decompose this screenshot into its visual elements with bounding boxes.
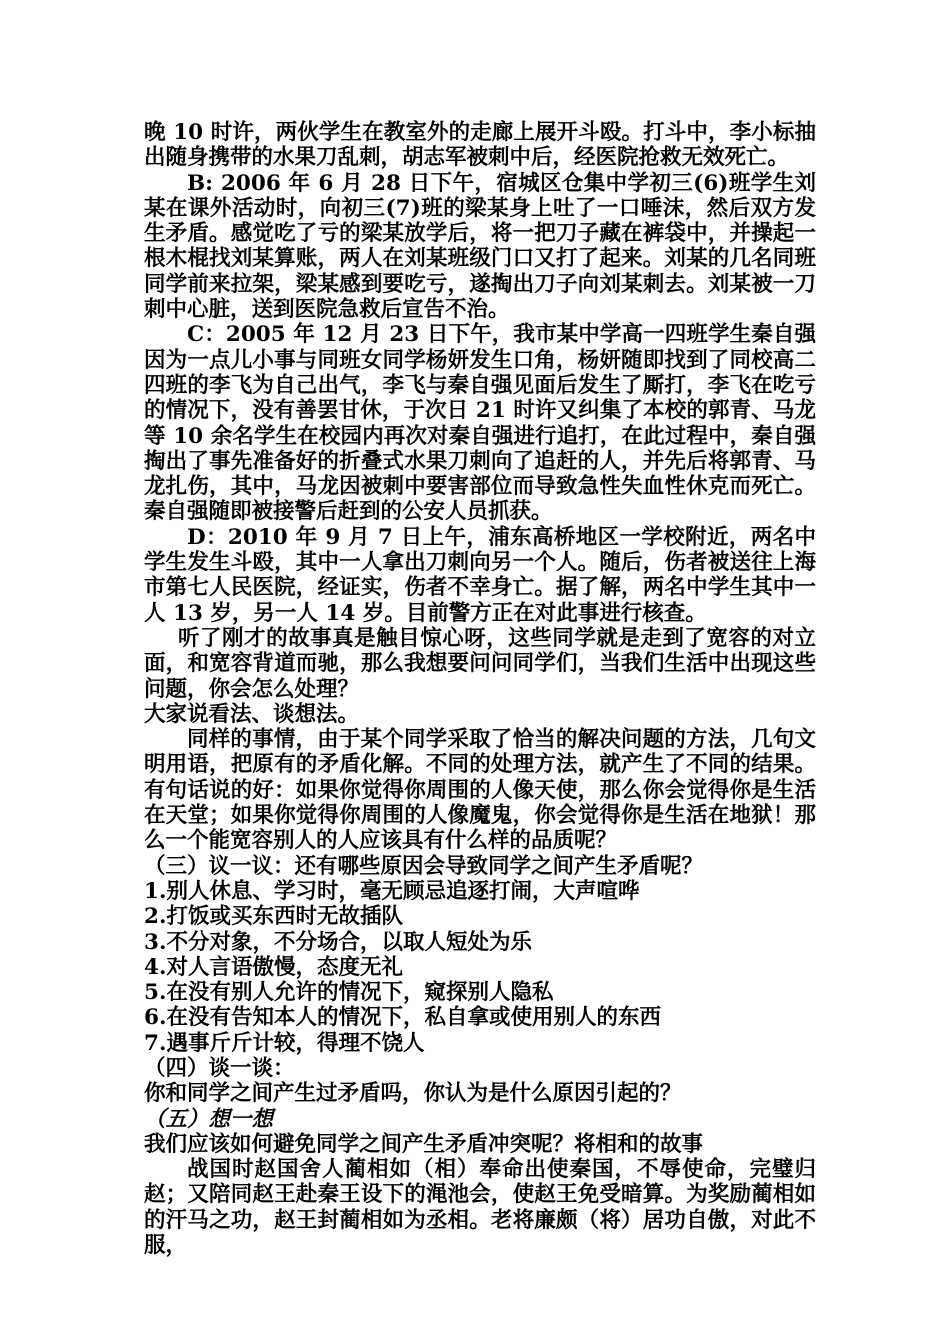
paragraph-question: 你和同学之间产生过矛盾吗，你认为是什么原因引起的？ [144,1081,682,1107]
paragraph-story: 战国时赵国舍人蔺相如（相）奉命出使秦国，不辱使命，完璧归赵；又陪同赵王赴秦王设下的渑池会，使赵王免受暗算。为奖励蔺相如的汗马之功，赵王封蔺相如为丞相。老将廉颇（将）居功自傲，对此不服， [144,1157,816,1259]
paragraph-case-b: B: 2006 年 6 月 28 日下午，宿城区仓集中学初三(6)班学生刘某在课外活动时，向初三(7)班的梁某身上吐了一口唾沫，然后双方发生矛盾。感觉吃了亏的梁某放学后，将一把刀子藏在裤袋中，并操起一根木棍找刘某算账，两人在刘某班级门口又打了起来。刘某的几名同班同学前来拉架，梁某感到要吃亏，遂掏出刀子向刘某刺去。刘某被一刀刺中心脏，送到医院急救后宣告不治。 [144,170,816,323]
list-item: 5.在没有别人允许的情况下，窥探别人隐私 [144,980,554,1006]
paragraph-story-intro: 我们应该如何避免同学之间产生矛盾冲突呢？将相和的故事 [144,1131,704,1157]
document-page [144,120,816,1258]
paragraph-discussion-prompt: 大家说看法、谈想法。 [144,701,360,727]
paragraph-reflection: 听了刚才的故事真是触目惊心呀，这些同学就是走到了宽容的对立面，和宽容背道而驰，那么我想要问问同学们，当我们生活中出现这些问题，你会怎么处理？ [144,625,816,702]
list-item: 1.别人休息、学习时，毫无顾忌追逐打闹，大声喧哗 [144,878,640,904]
paragraph-case-a-end: 晚 10 时许，两伙学生在教室外的走廊上展开斗殴。打斗中，李小标抽出随身携带的水果刀乱刺，胡志军被刺中后，经医院抢救无效死亡。 [144,120,816,171]
list-item: 6.在没有告知本人的情况下，私自拿或使用别人的东西 [144,1005,661,1031]
list-item: 4.对人言语傲慢，态度无礼 [144,954,403,980]
list-item: 3.不分对象，不分场合，以取人短处为乐 [144,929,532,955]
section-heading-3: （三）议一议：还有哪些原因会导致同学之间产生矛盾呢？ [144,853,704,879]
list-item: 2.打饭或买东西时无故插队 [144,904,403,930]
paragraph-tolerance: 同样的事情，由于某个同学采取了恰当的解决问题的方法，几句文明用语，把原有的矛盾化解。不同的处理方法，就产生了不同的结果。有句话说的好：如果你觉得你周围的人像天使，那么你会觉得你是生活在天堂；如果你觉得你周围的人像魔鬼，你会觉得你是生活在地狱！那么一个能宽容别人的人应该具有什么样的品质呢？ [144,727,816,854]
paragraph-case-d: D：2010 年 9 月 7 日上午，浦东高桥地区一学校附近，两名中学生发生斗殴，其中一人拿出刀刺向另一个人。随后，伤者被送往上海市第七人民医院，经证实，伤者不幸身亡。据了解，两名中学生其中一人 13 岁，另一人 14 岁。目前警方正在对此事进行核查。 [144,524,816,626]
section-heading-5: （五）想一想 [144,1106,274,1132]
paragraph-case-c: C：2005 年 12 月 23 日下午，我市某中学高一四班学生秦自强因为一点儿小事与同班女同学杨妍发生口角，杨妍随即找到了同校高二四班的李飞为自己出气，李飞与秦自强见面后发生了厮打，李飞在吃亏的情况下，没有善罢甘休，于次日 21 时许又纠集了本校的郭青、马龙等 10 余名学生在校园内再次对秦自强进行追打，在此过程中，秦自强掏出了事先准备好的折叠式水果刀刺向了追赶的人，并先后将郭青、马龙扎伤，其中，马龙因被刺中要害部位而导致急性失血性休克而死亡。秦自强随即被接警后赶到的公安人员抓获。 [144,322,816,525]
list-item: 7.遇事斤斤计较，得理不饶人 [144,1030,425,1056]
section-heading-4: （四）谈一谈： [144,1055,295,1081]
